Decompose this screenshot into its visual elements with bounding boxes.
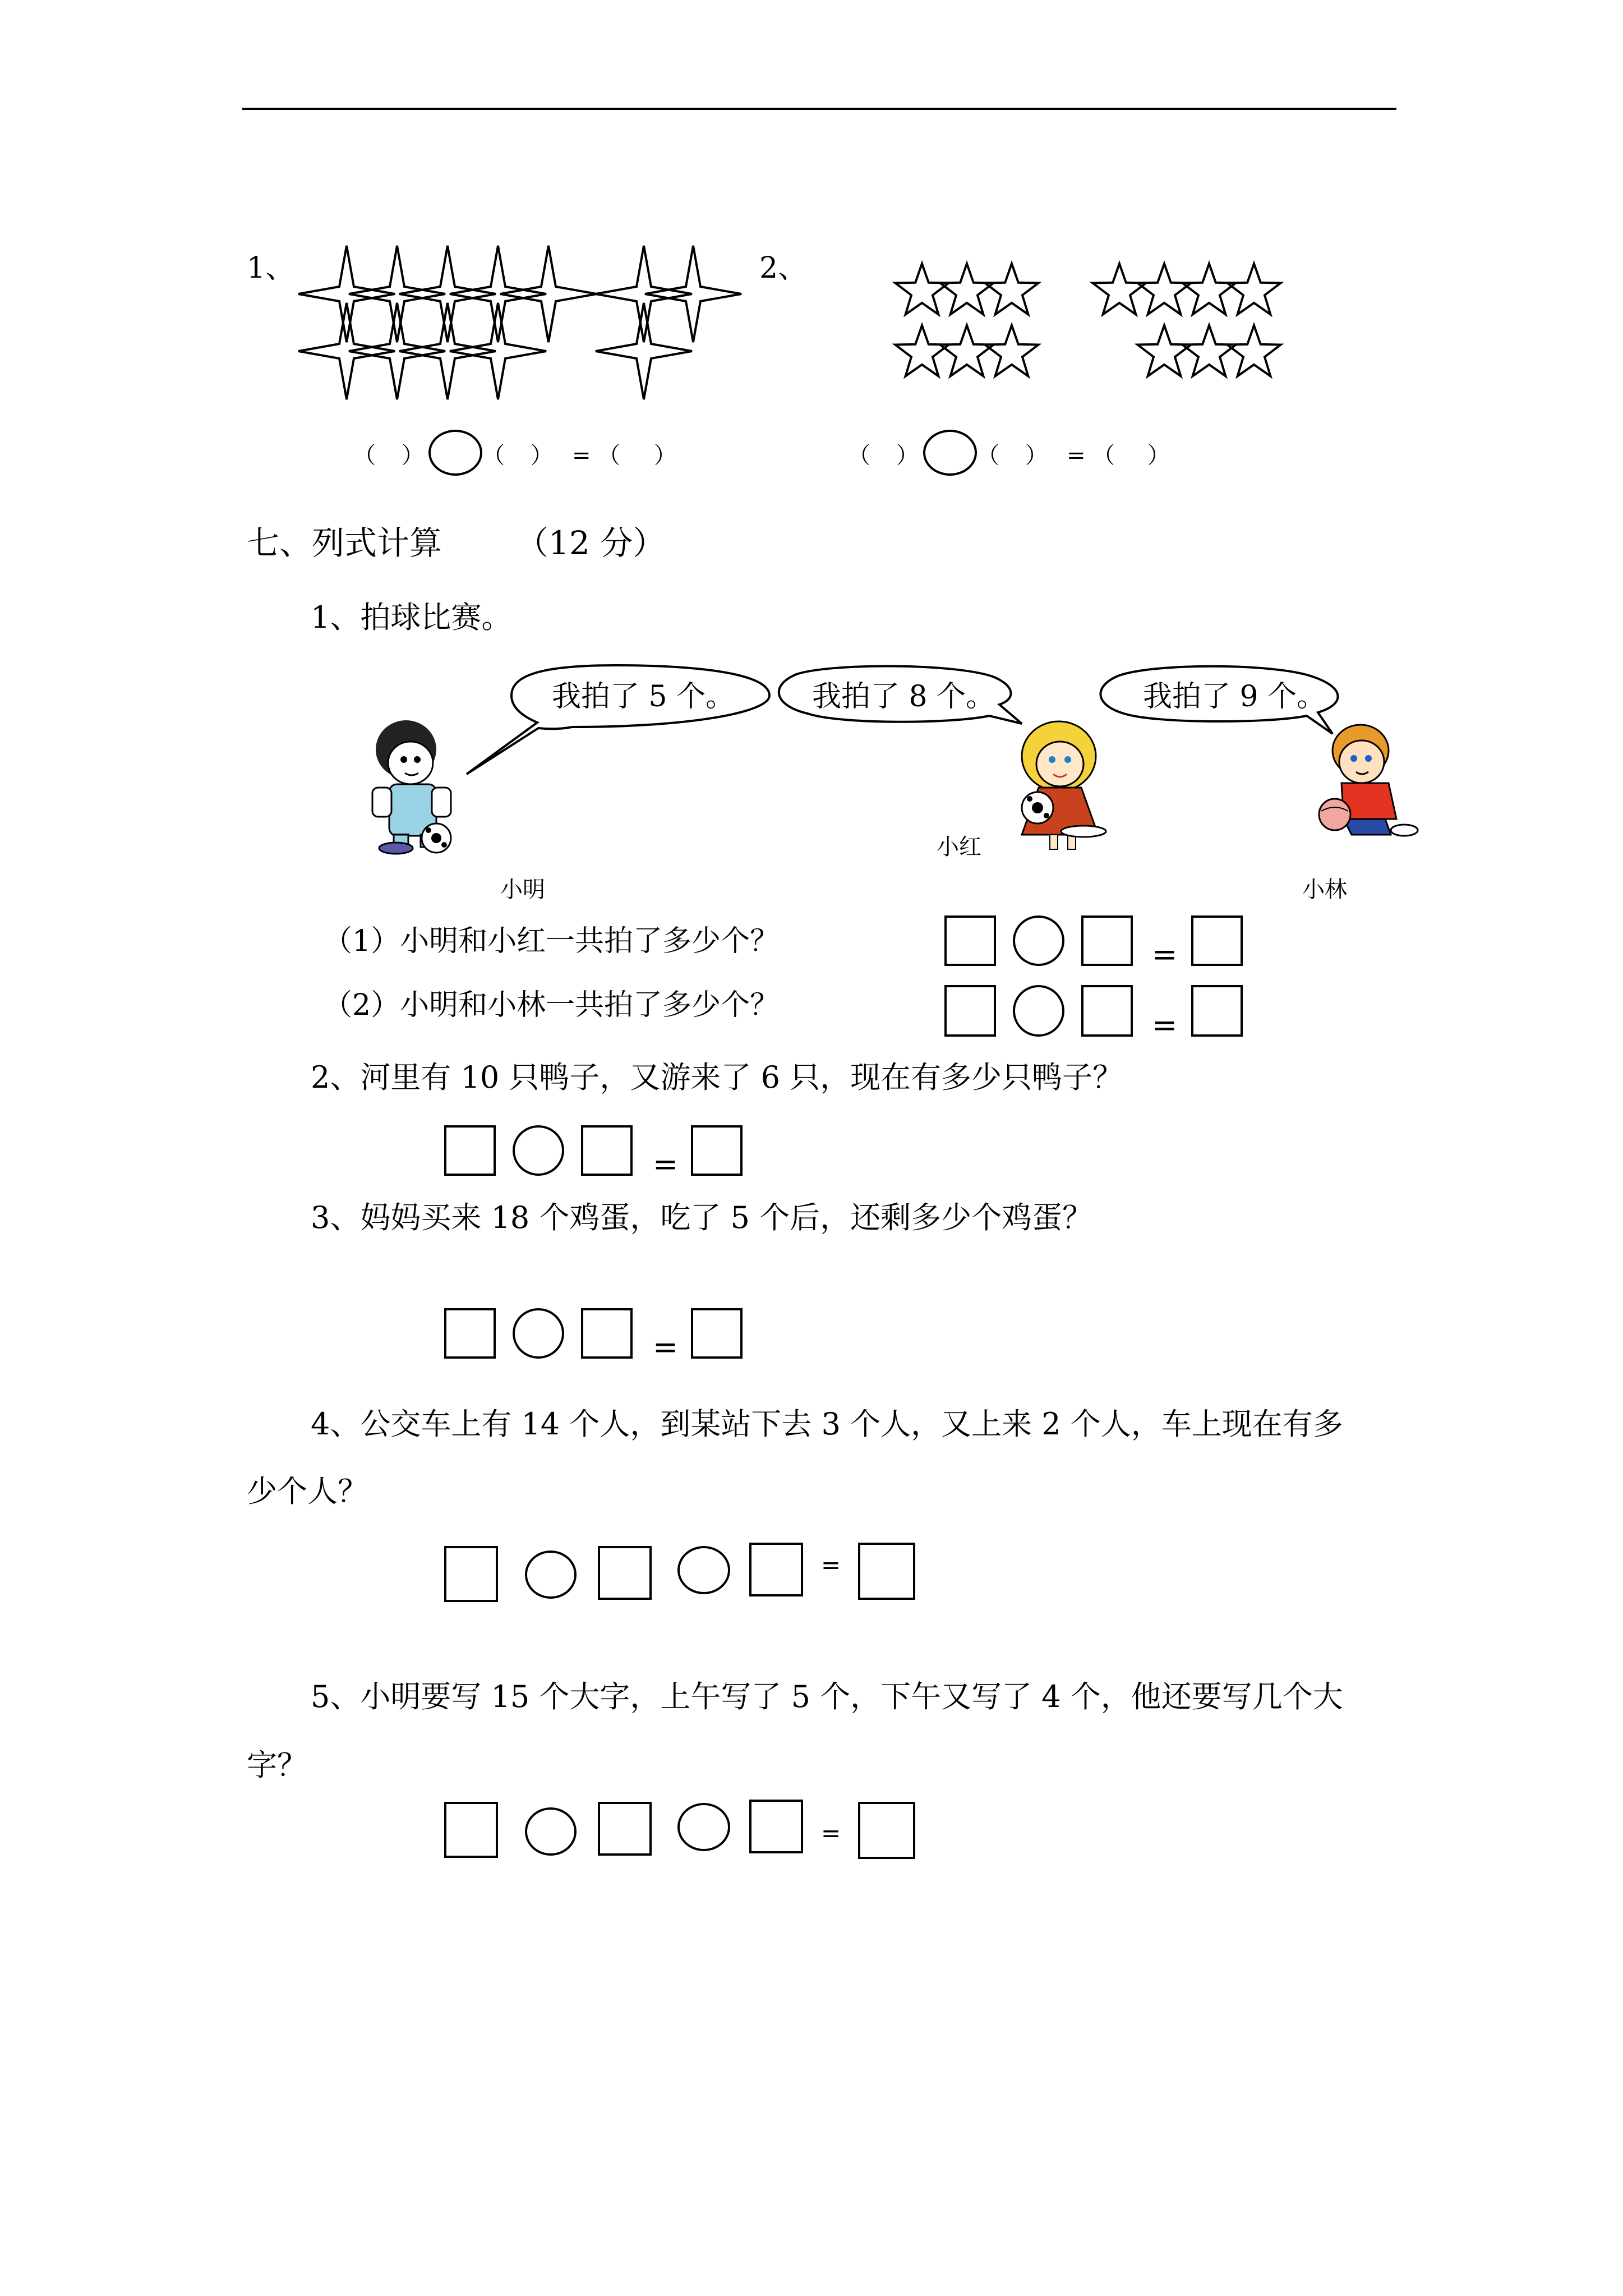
blank-close: ） bbox=[531, 443, 553, 468]
answer-box[interactable] bbox=[598, 1546, 652, 1600]
answer-box[interactable] bbox=[598, 1802, 652, 1856]
blank-open: （ bbox=[1092, 443, 1115, 468]
q5-text-line1: 5、小明要写 15 个大字，上午写了 5 个，下午又写了 4 个，他还要写几个大 bbox=[311, 1679, 1343, 1714]
answer-box[interactable] bbox=[749, 1543, 803, 1596]
girl-xiaohong-icon bbox=[1022, 721, 1106, 849]
section-title: 七、列式计算 bbox=[247, 524, 442, 562]
result-box[interactable] bbox=[691, 1125, 743, 1176]
blank-close: ） bbox=[1147, 443, 1170, 468]
blank-open: （ bbox=[598, 443, 620, 468]
result-box[interactable] bbox=[858, 1543, 915, 1600]
q4-text-line2: 少个人？ bbox=[247, 1474, 368, 1509]
equals-sign: = bbox=[1067, 443, 1086, 468]
name-xiaolin: 小林 bbox=[1302, 877, 1347, 903]
item2-label: 2、 bbox=[759, 251, 808, 285]
name-xiaohong: 小红 bbox=[937, 834, 981, 860]
bubble-text-1: 我拍了 5 个。 bbox=[552, 680, 735, 714]
result-box[interactable] bbox=[691, 1308, 743, 1359]
answer-box[interactable] bbox=[581, 1308, 633, 1359]
blank-close: ） bbox=[402, 443, 424, 468]
ball-icon bbox=[1319, 799, 1350, 830]
name-xiaoming: 小明 bbox=[500, 877, 545, 903]
answer-box[interactable] bbox=[1081, 915, 1133, 966]
blank-close: ） bbox=[1025, 443, 1048, 468]
section-score: （12 分） bbox=[516, 524, 666, 562]
bubble-text-3: 我拍了 9 个。 bbox=[1143, 680, 1326, 714]
answer-box[interactable] bbox=[444, 1546, 498, 1602]
answer-box[interactable] bbox=[444, 1125, 496, 1176]
equals-sign: = bbox=[821, 1551, 841, 1579]
ball-game-illustration bbox=[0, 0, 1623, 954]
equals-sign: = bbox=[1152, 937, 1178, 972]
answer-box[interactable] bbox=[1081, 985, 1133, 1037]
equals-sign: = bbox=[653, 1329, 679, 1365]
operator-circle[interactable] bbox=[1013, 915, 1064, 966]
operator-circle[interactable] bbox=[525, 1550, 577, 1599]
equals-sign: = bbox=[572, 443, 591, 468]
answer-box[interactable] bbox=[944, 915, 996, 966]
operator-circle[interactable] bbox=[513, 1308, 564, 1359]
operator-circle[interactable] bbox=[1013, 985, 1064, 1037]
operator-circle[interactable] bbox=[513, 1125, 564, 1176]
operator-circle[interactable] bbox=[525, 1807, 577, 1856]
answer-box[interactable] bbox=[944, 985, 996, 1037]
blank-open: （ bbox=[353, 443, 376, 468]
answer-box[interactable] bbox=[581, 1125, 633, 1176]
blank-close: ） bbox=[896, 443, 919, 468]
blank-open: （ bbox=[482, 443, 505, 468]
blank-open: （ bbox=[977, 443, 999, 468]
answer-box[interactable] bbox=[444, 1802, 498, 1858]
q5-text-line2: 字？ bbox=[247, 1747, 307, 1783]
operator-circle[interactable] bbox=[677, 1803, 730, 1851]
q3-text: 3、妈妈买来 18 个鸡蛋，吃了 5 个后，还剩多少个鸡蛋？ bbox=[311, 1200, 1093, 1235]
soccer-ball-icon bbox=[1022, 792, 1053, 823]
blank-close: ） bbox=[654, 443, 676, 468]
result-box[interactable] bbox=[858, 1802, 915, 1859]
bubble-text-2: 我拍了 8 个。 bbox=[812, 680, 995, 714]
q1-text: 1、拍球比赛。 bbox=[311, 600, 512, 635]
blank-open: （ bbox=[848, 443, 870, 468]
result-box[interactable] bbox=[1191, 915, 1243, 966]
q2-text: 2、河里有 10 只鸭子，又游来了 6 只，现在有多少只鸭子？ bbox=[311, 1060, 1123, 1095]
operator-circle[interactable] bbox=[677, 1546, 730, 1594]
q1-sub1-text: （1）小明和小红一共拍了多少个？ bbox=[323, 924, 780, 958]
answer-box[interactable] bbox=[444, 1308, 496, 1359]
answer-box[interactable] bbox=[749, 1800, 803, 1853]
equals-sign: = bbox=[821, 1819, 841, 1847]
soccer-ball-icon bbox=[422, 823, 451, 853]
item1-label: 1、 bbox=[247, 251, 295, 285]
q4-text-line1: 4、公交车上有 14 个人，到某站下去 3 个人，又上来 2 个人，车上现在有多 bbox=[311, 1406, 1343, 1442]
equals-sign: = bbox=[653, 1147, 679, 1182]
equals-sign: = bbox=[1152, 1007, 1178, 1043]
result-box[interactable] bbox=[1191, 985, 1243, 1037]
q1-sub2-text: （2）小明和小林一共拍了多少个？ bbox=[323, 988, 780, 1022]
